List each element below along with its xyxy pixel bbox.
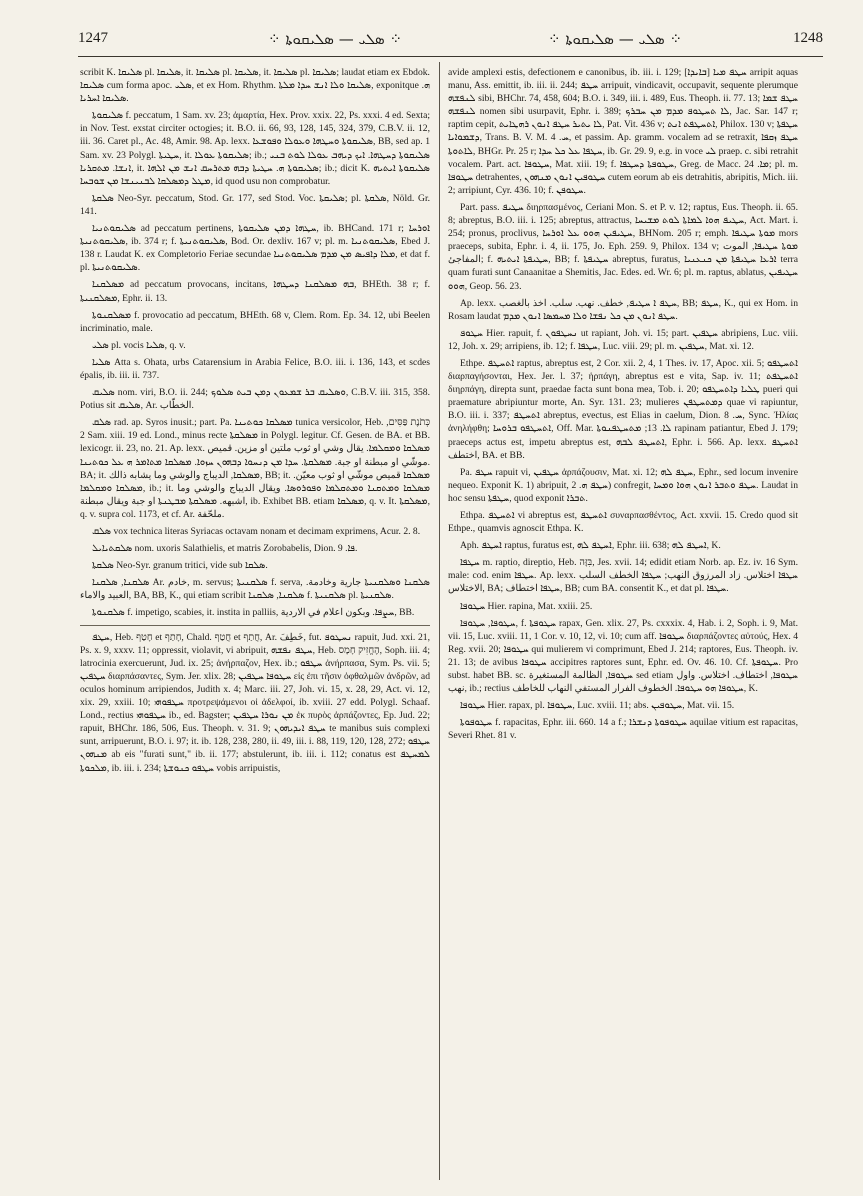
dictionary-entry: ܣܠܩܬܐ Neo-Syr. peccatum, Stod. Gr. 177, sed Stod. Voc. ܣܠܝܩܬܐ; pl. ܣܠܩܬܐ, Nöld. Gr. 141. (80, 192, 430, 217)
dictionary-entry: ܚܛܘܦ Hier. rapuit, f. ܢܚܛܦܘܢ ut rapiant, Joh. vi. 15; part. ܚܛܦܝܢ abripiens, Luc. viii. 12, Joh. x. 29; arripiens, ib. 12; f. ܚܛܦܐ, Luc. viii. 29; pl. m. ܚܛܦܝܢ, Mat. xi. 12. (448, 327, 798, 352)
dictionary-entry: scribit K. ܣܠܝܩܐ pl. ܣܠܝܩܐ, it. ܣܠܝܩܐ pl. ܣܠܝܩܐ, it. ܣܠܝܩܐ pl. ܣܠܝܩܐ; laudat etiam ex Ebdok. ܣܠܝܩܐ cum forma apoc. ܣܠܝ, et ex Hom. Rhythm. ܣܠܝܩܐ ܘܠܐ ܐܢܫ ܚܕܐ ܡܠܬܐ, exponitque ܗ. ܣܠܝܩܐ ܐܚܪܝܐ. (80, 67, 430, 105)
dictionary-entry: ܚܛܦܐ m. raptio, direptio, Heb. בִּזָּה, Jes. xvii. 14; edidit etiam Norb. ap. Ez. iv. 16 Sym. male: cod. enim ܚܛܦܐ. Ap. lexx. ܚܛܦܐ اختلاس. زاد المرزوق النهب; ܚܛܦܐ الخطف السلب الاختلاس, BA; ܚܛܦܐ اختطاف, BB; cum BA. consentit K., et dat pl. ܚܛܦܐ. (448, 557, 798, 595)
page-header (78, 30, 823, 52)
right-column (448, 66, 798, 1180)
dictionary-entry: ܚܛܘܦܘܬܐ f. rapacitas, Ephr. iii. 660. 14 a f.; ܚܛܘܦܘܬܐ ܕܢܫܪܐ aquilae vitium est rapacitas, Severi Rhet. 81 v. (448, 717, 798, 742)
dictionary-entry: ܣܠܩܬܝܐܝܠ nom. uxoris Salathielis, et matris Zorobabelis, Dion. ܦܐ. 9. (92, 543, 358, 555)
dictionary-entry: ܣܠܝܩܘܬܢܝܐ ad peccatum pertinens, ܚܛܗܐ ܕܡܢ ܣܠܝܩܘܬܐ, ib. BHCand. 171 r; ܐܘܪܚܐ ܣܠܝܩܘܬܢܝܬܐ, ib. 374 r; f. ܣܠܝܩܘܬܢܝܬܐ, Bod. Or. dexliv. 167 v; pl. m. ܣܠܝܩܘܬܢܝܐ, Ebed J. 138 r. Laudat K. ex Completorio Feriae secundae ܡܠܐ ܕܐܦܝܣ ܡܢ ܡܕܡ ܣܠܝܩܘܬܢܝܐ, et dat f. pl. ܣܠܝܩܘܬܢܝܬܐ. (80, 223, 430, 274)
dictionary-entry: ܣܠܩ vox technica literas Syriacas octavam nonam et decimam exprimens, Acur. 2. 8. (92, 526, 421, 537)
dictionary-entry: avide amplexi estis, defectionem e canonibus, ib. iii. i. 129; ܚܛܦ ܡܝܐ [ܒܐܝܕܐ] arripit aquas manu, Ass. emittit, ib. iii. ii. 244; ܚܛܦ arripuit, vindicavit, occupavit, sequente plerumque ܠܢܦܫܗ sibi, BHChr. 74, 458, 604; B.O. i. 349, iii. i. 489, Eus. Theoph. ii. 77. 13; ܚܛܦ ܫܡܐ ܠܢܦܫܗ nomen sibi usurpavit, Ephr. i. 389; ܠܐ ܬܚܛܘܦ ܡܕܡ ܡܢ ܚܒܪܟ, Jac. Sar. 147 r; raptim cepit, ܠܐ ܝܬܝܪ ܚܛܦ ܐܢܘܢ ܪܗܛܐܝܬ, Pat. Vit. 436 v; ܐܬܚܛܦܬ ܐܢܬ, Philox. 130 v; ܚܛܦܬܐ ܕܫܡܘܐܝܐ, Trans. B. V. M. ܚ. 4, et passim. Ap. gramm. vocalem ad se retraxit, ܚܛܦ ܙܩܦܐ ܠܐܬܘܬܐ, BHGr. Pr. 25 r; ܚܛܦܐ ܥܠ ܟܠ ܚܕܐ, ib. Gr. 29. 9, e.g. in voce ܠܝ praep. c. sibi retrahit vocalem. Part. act. ܚܛܘܦܐ, Mat. xiii. 19; f. ܚܛܘܦܬܐ ܕܚܛܦܐ, Greg. de Macc. ܡܐ. 24; pl. m. ܚܛܘܦܐ detrahentes, ܚܛܘܦܝܢ ܐܢܘܢ ܡܢܗܘܢ cutem eorum ab eis detrahitis, abripitis, Mich. iii. 2; arripiunt, Cyr. 436. 10; f. ܚܛܘܦܢ. (448, 67, 798, 196)
dictionary-entry: ܣܠܩܢܘܬܐ f. impetigo, scabies, it. instita in palliis, ܚܨܦܐ. وبكون اعلام في الاردية, BB. (92, 607, 415, 619)
left-column (80, 66, 430, 1180)
page-number-left: 1247 (78, 30, 108, 46)
dictionary-entry: ܚܛܘܦܐ Hier. rapax, pl. ܚܛܘܦܐ, Luc. xviii. 11; abs. ܚܛܘܦܝܢ, Mat. vii. 15. (460, 700, 735, 712)
dictionary-entry: ܣܠܩ rad. ap. Syros inusit.; part. Pa. ܡܣܠܩܐ ܟܘܬܝܢܐ tunica versicolor, Heb. כְּתֹנֶת פַּסִּים, 2 Sam. xiii. 19 ed. Lond., minus recte ܡܣܠܩܬܐ in Polygl. legitur. Cf. Gesen. de BA. et BB. lexicogr. ii. 23, no. 21. Ap. lexx. ܡܣܠܩܐ ܘܡܩܠܡܐ. يقال وشي او ثوب ملتين او مزين. قميص موشّي او مبطنة او جبة. ܡܣܠܩܬܐ. ܚܕܐ ܡܢ ܕܢܚܘܐ ܕܒܗܘܢ ܚܙܘܐ. ܡܣܠܩܐ ܡܬܐܡܪ ܗ ܥܠ ܟܘܬܝܢܐ. BA; it. ܡܣܠܩܐ, الديباج والوشي وما يشابه ذالك, BB; it. ܡܣܠܩܐ قميص موشّي او ثوب معيّن. ܡܣܠܩܐ ܘܡܩܠܡܐ, ib.; it. ܡܣܠܩܐ ܘܡܬܩܢܐ ܘܡܬܩܠܡܐ ܘܦܘܪܘܣܐ. ويقال الديباج والوشي وما اشبهه. ܡܣܠܩܬܐ ܡܒܛܢܬܐ او جبة ويقال مبطنة, ib. Exhibet BB. etiam ܡܣܠܩܐ, q. v. It. ܡܣܠܩܬܐ, q. v. supra col. 1173, et cf. Ar. ملحّفة. (80, 417, 430, 520)
column-divider (439, 62, 440, 1180)
dictionary-entry: ܣܠܝܩܘܬܐ f. peccatum, 1 Sam. xv. 23; ἁμαρτία, Hex. Prov. xxix. 22, Ps. xxxi. 4 ed. Sexta; in Nov. Test. exstat circiter octogies; it. B.O. ii. 66, 93, 128, 145, 324, 379, C.B.V. ii. 12, iii. 36. Caret pl., Ac. 48, Amir. 98. Ap. lexx. ܣܠܝܩܘܬܐ ܘܚܛܗܐ ܘܥܘܠܐ ܘܦܘܫܥܐ, BB, sed ap. 1 Sam. xv. 23 Polygl. ܚܛܝܬܐ, it. ܣܠܝܩܘܬܐ ܥܘܠܐ; ib.; ܣܠܝܩܘܬܐ ܕܚܛܗܐ. ܐܝܟ ܕܝܗܒ ܥܘܠܐ ܠܘܬ ܒܢܝ ܐܢܫܐ. ܡܬܩܪܝܐ, it. ܣܠܝܩܘܬܐ ܗ. ܚܛܝܬܐ ܕܒܗ ܡܬܪܚܩ ܐܢܫ ܡܢ ܐܠܗܐ; ib.; dicit K. ܣܠܝܩܘܬܐ ܐܝܬܝܗ ܡܛܠ ܕܡܣܠܩܐ ܠܒܢܝܢܫܐ ܡܢ ܫܘܒܚܐ, id quod usu non comprobatur. (80, 110, 430, 187)
dictionary-entry: Ap. lexx. ܚܛܦ ܐ ܚܛܝܦ, خطف. نهب. سلب. اخذ بالغصب, BB; ܚܛܦ, K., qui ex Hom. in Rosam laudat ܚܛܦ ܐܢܘܢ ܡܢ ܟܠ ܢܦܫܐ ܘܠܐ ܡܚܡܣܐ ܐܢܘܢ ܡܕܡ. (448, 297, 798, 322)
running-head-right: ⁘ ܣܠܝ — ܣܠܝܩܘܬܐ ⁘ (548, 30, 683, 48)
dictionary-entry: ܚܛܘܦܐ Hier. rapina, Mat. xxiii. 25. (460, 600, 593, 612)
page-number-right: 1248 (793, 30, 823, 46)
dictionary-entry: ܣܠܝܩ nom. viri, B.O. ii. 244; ܘܣܠܝܩ ܒܪ ܫܡܥܘܢ ܕܡܢ ܒܝܬ ܣܠܘܟ, C.B.V. iii. 315, 358. Potius sit ܣܠܝܩ, Ar. الخطّاب. (80, 387, 430, 412)
dictionary-entry: ܡܣܠܩܢܘܬܐ f. provocatio ad peccatum, BHEth. 68 v, Clem. Rom. Ep. 34. 12, ubi Beelen incriminatio, male. (80, 309, 430, 334)
dictionary-entry: ܣܠܝܐ Atta s. Ohata, urbs Catarensium in Arabia Felice, B.O. iii. i. 136, 143, et scdes épalis, ib. iii. ii. 737. (80, 356, 430, 381)
dictionary-entry: Pa. ܚܛܦ rapuit vi, ܚܛܦܝܢ ἁρπάζουσιν, Mat. xi. 12; ܚܛܦ ܠܗ, Ephr., sed locum invenire nequeo. Exponit K. 1) abripuit, ܚܛܦ ܗ. 2) confregit, ܚܛܦ ܘܬܒܪ ܐܢܘܢ ܗܘܐ ܘܡܚܐ. Laudat in hoc sensu ܚܛܦܬܐ, quod exponit ܬܒܪܐ. (448, 466, 798, 504)
dictionary-entry: ܡܣܠܩܢܐ ad peccatum provocans, incitans, ܒܗ ܡܣܠܩܢܐ ܕܚܛܗܐ, BHEth. 38 r; f. ܡܣܠܩܢܝܬܐ, Ephr. ii. 13. (80, 279, 430, 304)
dictionary-entry: ܚܛܦ, Heb. חָטַף et חָתַף, Chald. חֲטַף et חֲתַף, Ar. خَطِفَ, fut. ܢܚܛܘܦ rapuit, Jud. xxi. 21, Ps. x. 9, xxxv. 11; oppressit, violavit, vi abripuit, ܚܛܦ ܢܦܫܗ, Heb. הֶחֱזִיק חָמָס, Soph. iii. 4; latrocinia exercuerunt, Jud. ix. 25; ἀνήρπαζον, Hex. ib.; ܚܛܦܘ ἀνήρπασα, Sym. Ps. vii. 5; ܚܛܦܝܢ διαρπάσαντες, Sym. Jer. xlix. 28; ܚܛܘܦܐ ܚܛܦܝܢ εἰς ἐπι τῆσιν ὀφθαλμῶν ἀνδρῶν, ad oculos hominum arripiendos, Judith x. 4; Marc. iii. 27, Joh. vi. 15, x. 28, 29, Act. vi. 12, xix. 29, xxiii. 10; ܚܛܦܘܗܝ προτρεψάμενοι οἱ ἀδελφοί, ib. xviii. 27 edd. Polygl. Schaaf. Lond., rectius ܚܛܦܘܗܝ ib., ed. Bagster; ܡܢ ܢܘܪܐ ܚܛܦܝܢ ἐκ πυρὸς ἁρπάζοντες, Ep. Jud. 22; rapuit, BHChr. 186, 506, Eus. Theoph. v. 31. 9; ܚܛܦ ܐܝܕܝܗܘܢ te manibus suis complexi sunt, arripuerunt, B.O. i. 97; it. ib. 128, 238, 280, ii. 49, iii. i. 88, 119, 120, 128, 272; ܚܛܦܘ ܡܢܗܘܢ ab eis "furati sunt," ib. ii. 177; abstulerunt, ib. iii. i. 112; conatus est ܠܡܚܛܦ ܡܠܟܘܬܐ, ib. iii. i. 234; ܚܛܦܘ ܟܢܘܫܬܐ vobis arripuistis, (80, 631, 430, 774)
dictionary-entry: ܚܛܘܦܐ, ܚܛܘܦܐ, f. ܚܛܘܦܬܐ rapax, Gen. xlix. 27, Ps. cxxxix. 4, Hab. i. 2, Soph. i. 9, Mat. vii. 15, Luc. xviii. 11, 1 Cor. v. 10, 12, vi. 10; cum aff. ܚܛܘܦܐ διαρπάζοντες αὐτούς, Hex. 4 Reg. xvii. 20; ܚܛܘܦܐ qui mulierem vi comprimunt, Ebed J. 214; raptores, Eus. Theoph. iv. 21. 13; de avibus ܚܛܘܦܐ accipitres raptores sunt, Ephr. ed. Ov. 46. 10. Cf. ܚܛܘܦܬܐ. Pro subst. habet BB. sc. ܚܛܘܦܐ, الظالمة المستغيرة sed etiam ܚܛܘܦܐ, اختطاف. اختلاس. واول نهب, ib.; rectius ܚܛܘܦܐ ܗܘ ܚܛܘܦܐ. الخطوف الفرار المستفي النهاب للخاطف, K. (448, 617, 798, 695)
header-rule (78, 56, 823, 57)
dictionary-entry: ܣܠܝ pl. vocis ܣܠܝܐ, q. v. (92, 339, 186, 351)
dictionary-entry: ܣܠܩܬܐ Neo-Syr. granum tritici, vide sub ܣܠܩܐ. (92, 560, 268, 572)
dictionary-entry: ܣܠܩܢܐ, ܣܠܩܢܐ Ar. خادم, m. servus; ܣܠܩܢܝܬܐ f. serva, ܣܠܩܢܐ ܘܣܠܩܢܝܬܐ جارية وخادمة. العبيد والاماء, BA, BB, K., qui etiam scribit ܣܠܩܢܐ, ܣܠܩܢܐ f. ܣܠܩܢܝܬܐ pl. ܣܠܩܢܝܬܐ. (80, 577, 430, 602)
dictionary-entry: Ethpa. ܐܬܚܛܦ vi abreptus est, ܐܬܚܛܦ συναρπασθέντος, Act. xxvii. 15. Credo quod sit Ethpe., quamvis agnoscit Ethpa. K. (448, 510, 798, 535)
section-separator (80, 625, 430, 626)
dictionary-entry: Part. pass. ܚܛܝܦ διηρπασμένος, Ceriani Mon. S. et P. v. 12; raptus, Eus. Theoph. ii. 65. 8; abreptus, B.O. iii. i. 125; abreptus, attractus, ܚܛܝܦ ܗܘܐ ܠܡܐܬܐ ܠܘܬ ܡܫܝܚܐ, Act. Mart. i. 254; pronus, proclivus, ܚܛܝܦܝܢ ܗܘܘ ܥܠ ܐܘܪܚܐ, BHNom. 205 r; emph. ܡܘܬܐ ܚܛܝܦܐ mors praeceps, subita, Ephr. i. 4, ii. 175, Jo. Eph. 259. 9, Philox. 134 v; ܡܘܬܐ ܚܛܝܦܐ, الموت المفاجئ; f. ܚܛܝܦܬܐ ܐܝܬܝܗ, BB; f. ܚܛܝܦܬܐ abreptus, furatus, ܐܪܥܐ ܚܛܝܦܬܐ ܡܢ ܟܢܥܢܝܐ terra quam furati sunt Canaanitae a Shemitis, Jac. Edes. ed. Wr. 6; pl. m. raptus, ablatus, ܚܛܝܦܝܢ ܗܘܘ, Geop. 56. 23. (448, 201, 798, 292)
running-head-left: ⁘ ܣܠܝ — ܣܠܝܩܘܬܐ ⁘ (268, 30, 403, 48)
dictionary-entry: Aph. ܐܚܛܦ raptus, furatus est, ܐܚܛܦ ܠܗ, Ephr. iii. 638; ܐܚܛܦ ܠܗ, K. (460, 540, 721, 552)
dictionary-entry: Ethpe. ܐܬܚܛܦ raptus, abreptus est, 2 Cor. xii. 2, 4, 1 Thes. iv. 17, Apoc. xii. 5; ܐܬܚܛܦܘ διαρπαγήσονται, Hex. Jer. l. 37; ἡρπάγη, abreptus est e vita, Sap. iv. 11; ܐܬܚܛܦܬ διηρπάγη, direpta sunt, praedae facta sunt bona mea, Tob. i. 20; ܛܠܝܐ ܕܐܬܚܛܦܘ pueri qui praemature abripiuntur morte, An. Syr. 131. 23; mulieres ܕܡܬܚܛܦܢ quae vi rapiuntur, B.O. iii. i. 337; ܐܬܚܛܦ abreptus, evectus, est Elias in caelum, Dion. ܚ. 8, Sync. Ἠλίας ἀνηλήφθη; ܐܬܚܛܦܘ ܒܪܘܚܐ, Off. Mar. ܠܐ. 13; ܡܬܚܛܦܢܘܬܐ rapinam patiantur, Ebed J. 179; praeceps actus est, impetu abreptus est, ܐܬܚܛܦ ܠܒܗ, Ephr. i. 566. Ap. lexx. ܐܬܚܛܦ اختطف, BA. et BB. (448, 357, 798, 461)
